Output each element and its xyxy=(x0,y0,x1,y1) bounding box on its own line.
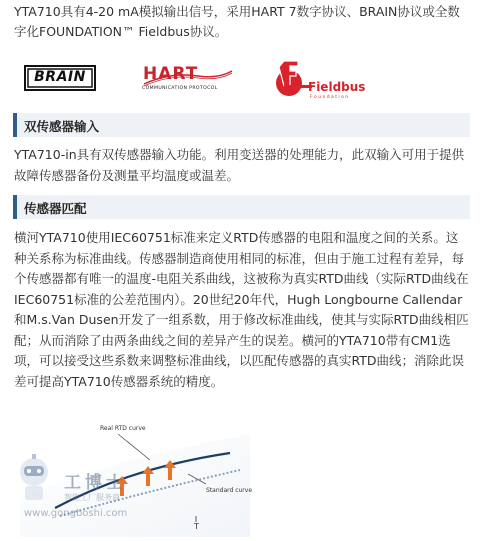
section-title: 双传感器输入 xyxy=(24,119,100,134)
watermark-tagline: 智能工厂服务商 xyxy=(64,493,120,502)
section-heading-dual-sensor xyxy=(13,113,470,137)
standard-curve-label: Standard curve xyxy=(206,487,253,494)
watermark-url: www.gongboshi.com xyxy=(24,508,128,519)
hart-logo xyxy=(140,62,236,100)
axis-label: T xyxy=(194,522,199,531)
section-body-dual-sensor: YTA710-in具有双传感器输入功能。利用变送器的处理能力，此双输入可用于提供故障传感器备份及测量平均温度或温差。 xyxy=(14,147,465,183)
watermark-brand: 工博士 xyxy=(64,473,127,493)
fieldbus-logo-subtitle: F o u n d a t i o n xyxy=(310,95,349,100)
real-rtd-curve-label: Real RTD curve xyxy=(100,425,146,432)
section-title: 传感器匹配 xyxy=(24,201,87,216)
intro-paragraph: YTA710具有4-20 mA模拟输出信号，采用HART 7数字协议、BRAIN协议或全数字化FOUNDATION™ Fieldbus协议。 xyxy=(14,4,460,39)
brain-logo xyxy=(24,65,96,95)
section-heading-sensor-matching xyxy=(13,195,470,219)
hart-logo-subtitle: COMMUNICATION PROTOCOL xyxy=(142,86,218,91)
brain-logo-text: BRAIN xyxy=(34,69,86,85)
hart-logo-text: HART xyxy=(143,64,199,84)
fieldbus-logo-text: Fieldbus xyxy=(308,80,366,94)
watermark xyxy=(6,454,166,534)
rtd-curve-figure xyxy=(0,398,482,541)
fieldbus-logo xyxy=(272,57,364,107)
section-body-sensor-matching: 横河YTA710使用IEC60751标准来定义RTD传感器的电阻和温度之间的关系。这种关系称为标准曲线。传感器制造商使用相同的标准，但由于施工过程有差异，每个传感器都有唯一的温度-电阻关系曲线，这被称为真实RTD曲线（实际RTD曲线在IEC60751标准的公差范围内）。20世纪20年代，Hugh Longbourne Callendar和M.s.Van Dusen开发了一组系数，用于修改标准曲线，使其与实际RTD曲线相匹配；从而消除了由两条曲线之间的差异产生的误差。横河的YTA710带有CM1选项，可以接受这些系数来调整标准曲线，以匹配传感器的真实RTD曲线；消除此误差可提高YTA710传感器系统的精度。 xyxy=(14,230,469,389)
robot-mascot-icon xyxy=(10,454,58,506)
